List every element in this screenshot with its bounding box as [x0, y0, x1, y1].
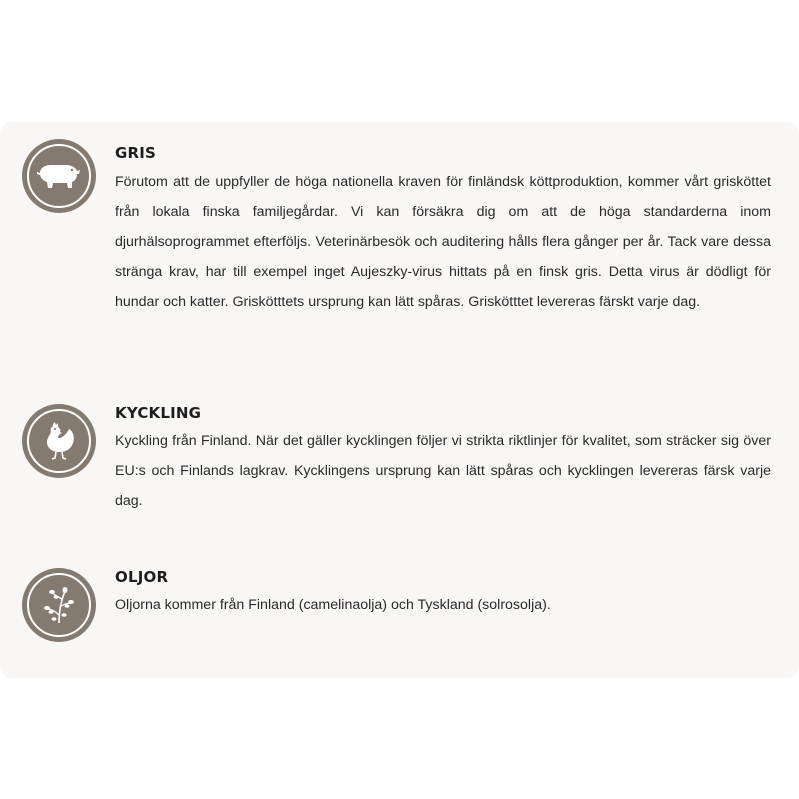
content-card [0, 122, 799, 678]
pig-badge [22, 139, 96, 213]
plant-icon [41, 585, 77, 625]
chicken-icon [41, 421, 77, 461]
section-text: Oljorna kommer från Finland (camelinaolja) och Tyskland (solrosolja). [115, 597, 551, 613]
plant-badge [22, 568, 96, 642]
pig-icon [36, 161, 82, 191]
section-title: GRIS [115, 144, 157, 162]
section-title: OLJOR [115, 568, 169, 586]
section-title: KYCKLING [115, 404, 202, 422]
chicken-badge [22, 404, 96, 478]
section-text: Kyckling från Finland. När det gäller kycklingen följer vi strikta riktlinjer för kvalitet, som sträcker sig över EU:s och Finlands lagkrav. Kycklingens ursprung kan lätt spåras och kycklingen levereras färsk varje dag. [115, 433, 771, 509]
section-text: Förutom att de uppfyller de höga nationella kraven för finländsk köttproduktion, kommer vårt grisköttet från lokala finska familjegårdar. Vi kan försäkra dig om att de höga standarderna inom djurhälsoprogrammet efterföljs. Veterinärbesök och auditering hålls flera gånger per år. Tack vare dessa stränga krav, har till exempel inget Aujeszky-virus hittats på en finsk gris. Detta virus är dödligt för hundar och katter. Griskötttets ursprung kan lätt spåras. Griskötttet levereras färskt varje dag. [115, 174, 771, 310]
